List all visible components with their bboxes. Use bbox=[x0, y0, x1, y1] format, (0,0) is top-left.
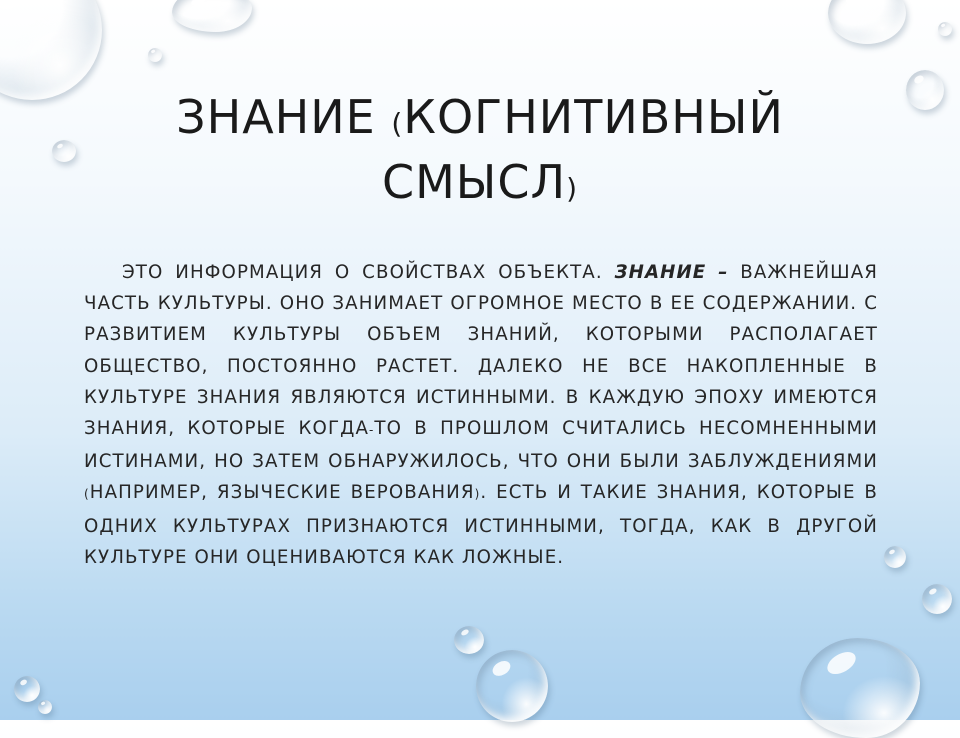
body-part-4: НАПРИМЕР, ЯЗЫЧЕСКИЕ ВЕРОВАНИЯ bbox=[89, 482, 475, 504]
water-droplet-decoration bbox=[52, 140, 76, 162]
title-line1-text: КОГНИТИВНЫЙ bbox=[403, 90, 784, 144]
title-open-paren: ( bbox=[391, 107, 404, 140]
title-word: ЗНАНИЕ bbox=[176, 90, 376, 144]
water-droplet-decoration bbox=[884, 546, 906, 568]
water-droplet-decoration bbox=[906, 70, 944, 110]
water-droplet-decoration bbox=[148, 48, 162, 62]
body-open-paren: ( bbox=[84, 487, 90, 502]
title-line-2 bbox=[100, 153, 860, 218]
water-droplet-decoration bbox=[938, 22, 952, 36]
water-droplet-decoration bbox=[828, 0, 906, 44]
slide-title bbox=[100, 88, 860, 218]
water-droplet-decoration bbox=[454, 626, 484, 654]
body-close-paren: ) bbox=[474, 487, 481, 502]
body-term-emphasis: ЗНАНИЕ bbox=[614, 262, 707, 283]
water-droplet-decoration bbox=[476, 650, 548, 722]
water-droplet-decoration bbox=[800, 638, 920, 738]
water-droplet-decoration bbox=[922, 584, 952, 614]
title-line2-text: СМЫСЛ bbox=[381, 155, 567, 209]
body-paragraph bbox=[84, 257, 878, 573]
title-line-1 bbox=[100, 88, 860, 153]
water-droplet-decoration bbox=[38, 700, 52, 714]
water-droplet-decoration bbox=[14, 676, 40, 702]
water-droplet-decoration bbox=[0, 0, 102, 100]
body-dash: – bbox=[718, 262, 729, 283]
body-intro: ЭТО ИНФОРМАЦИЯ О СВОЙСТВАХ ОБЪЕКТА. bbox=[122, 262, 603, 283]
body-part-5: . ЕСТЬ И ТАКИЕ ЗНАНИЯ, КОТОРЫЕ В ОДНИХ КУЛЬТУРАХ ПРИЗНАЮТСЯ ИСТИННЫМИ, ТОГДА, КАК В ДРУГОЙ КУЛЬТУРЕ ОНИ ОЦЕНИВАЮТСЯ КАК ЛОЖНЫЕ. bbox=[84, 482, 878, 568]
body-part-3: ТО В ПРОШЛОМ СЧИТАЛИСЬ НЕСОМНЕННЫМИ ИСТИНАМИ, НО ЗАТЕМ ОБНАРУЖИЛОСЬ, ЧТО ОНИ БЫЛИ ЗАБЛУЖДЕНИЯМИ bbox=[84, 418, 878, 473]
title-close-paren: ) bbox=[566, 172, 579, 205]
body-part-2: ВАЖНЕЙШАЯ ЧАСТЬ КУЛЬТУРЫ. ОНО ЗАНИМАЕТ ОГРОМНОЕ МЕСТО В ЕЕ СОДЕРЖАНИИ. С РАЗВИТИЕМ КУЛЬТУРЫ ОБЪЕМ ЗНАНИЙ, КОТОРЫМИ РАСПОЛАГАЕТ ОБЩЕСТВО, ПОСТОЯННО РАСТЕТ. ДАЛЕКО НЕ ВСЕ НАКОПЛЕННЫЕ В КУЛЬТУРЕ ЗНАНИЯ ЯВЛЯЮТСЯ ИСТИННЫМИ. В КАЖДУЮ ЭПОХУ ИМЕЮТСЯ ЗНАНИЯ, КОТОРЫЕ КОГДА bbox=[84, 262, 879, 440]
body-hyphen: - bbox=[368, 423, 375, 438]
water-droplet-decoration bbox=[172, 0, 252, 32]
